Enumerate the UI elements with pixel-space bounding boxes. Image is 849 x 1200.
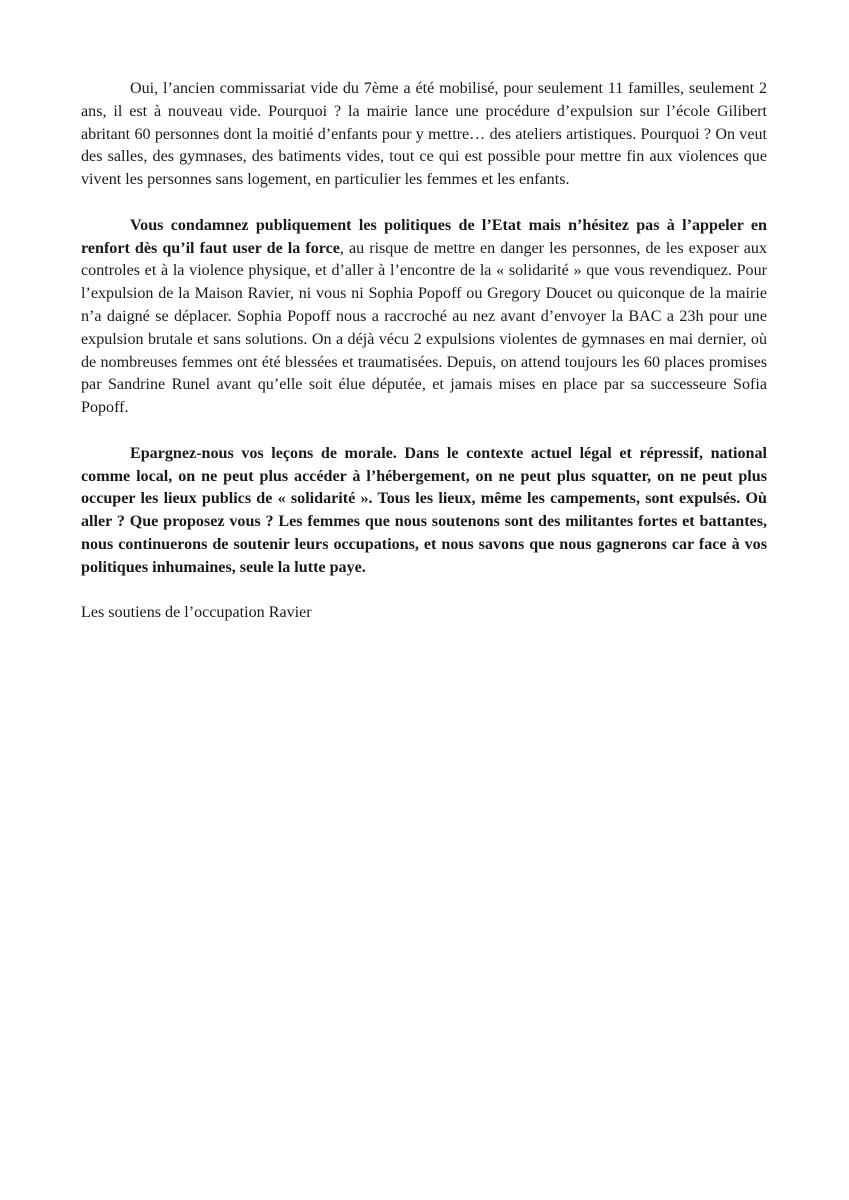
paragraph-2 [81, 215, 767, 420]
paragraph-2-body: , au risque de mettre en danger les personnes, de les exposer aux controles et à la violence physique, et d’aller à l’encontre de la « solidarité » que vous revendiquez. Pour l’expulsion de la Maison Ravier, ni vous ni Sophia Popoff ou Gregory Doucet ou quiconque de la mairie n’a daigné se déplacer. Sophia Popoff nous a raccroché au nez avant d’envoyer la BAC a 23h pour une expulsion brutale et sans solutions. On a déjà vécu 2 expulsions violentes de gymnases en mai dernier, où de nombreuses femmes ont été blessées et traumatisées. Depuis, on attend toujours les 60 places promises par Sandrine Runel avant qu’elle soit élue députée, et jamais mises en place par sa successeure Sofia Popoff. [81, 239, 767, 417]
document-page [81, 78, 767, 648]
paragraph-1: Oui, l’ancien commissariat vide du 7ème a été mobilisé, pour seulement 11 familles, seulement 2 ans, il est à nouveau vide. Pourquoi ? la mairie lance une procédure d’expulsion sur l’école Gilibert abritant 60 personnes dont la moitié d’enfants pour y mettre… des ateliers artistiques. Pourquoi ? On veut des salles, des gymnases, des batiments vides, tout ce qui est possible pour mettre fin aux violences que vivent les personnes sans logement, en particulier les femmes et les enfants. [81, 80, 767, 189]
paragraph-3: Epargnez-nous vos leçons de morale. Dans le contexte actuel légal et répressif, national comme local, on ne peut plus accéder à l’hébergement, on ne peut plus squatter, on ne peut plus occuper les lieux publics de « solidarité ». Tous les lieux, même les campements, sont expulsés. Où aller ? Que proposez vous ? Les femmes que nous soutenons sont des militantes fortes et battantes, nous continuerons de soutenir leurs occupations, et nous savons que nous gagnerons car face à vos politiques inhumaines, seule la lutte paye. [81, 444, 767, 576]
signature: Les soutiens de l’occupation Ravier [81, 604, 312, 622]
paragraph-2-bold-lead: Vous condamnez publiquement les politiques de l’Etat mais n’hésitez pas à l’appeler en renfort dès qu’il faut user de la force [81, 216, 767, 257]
